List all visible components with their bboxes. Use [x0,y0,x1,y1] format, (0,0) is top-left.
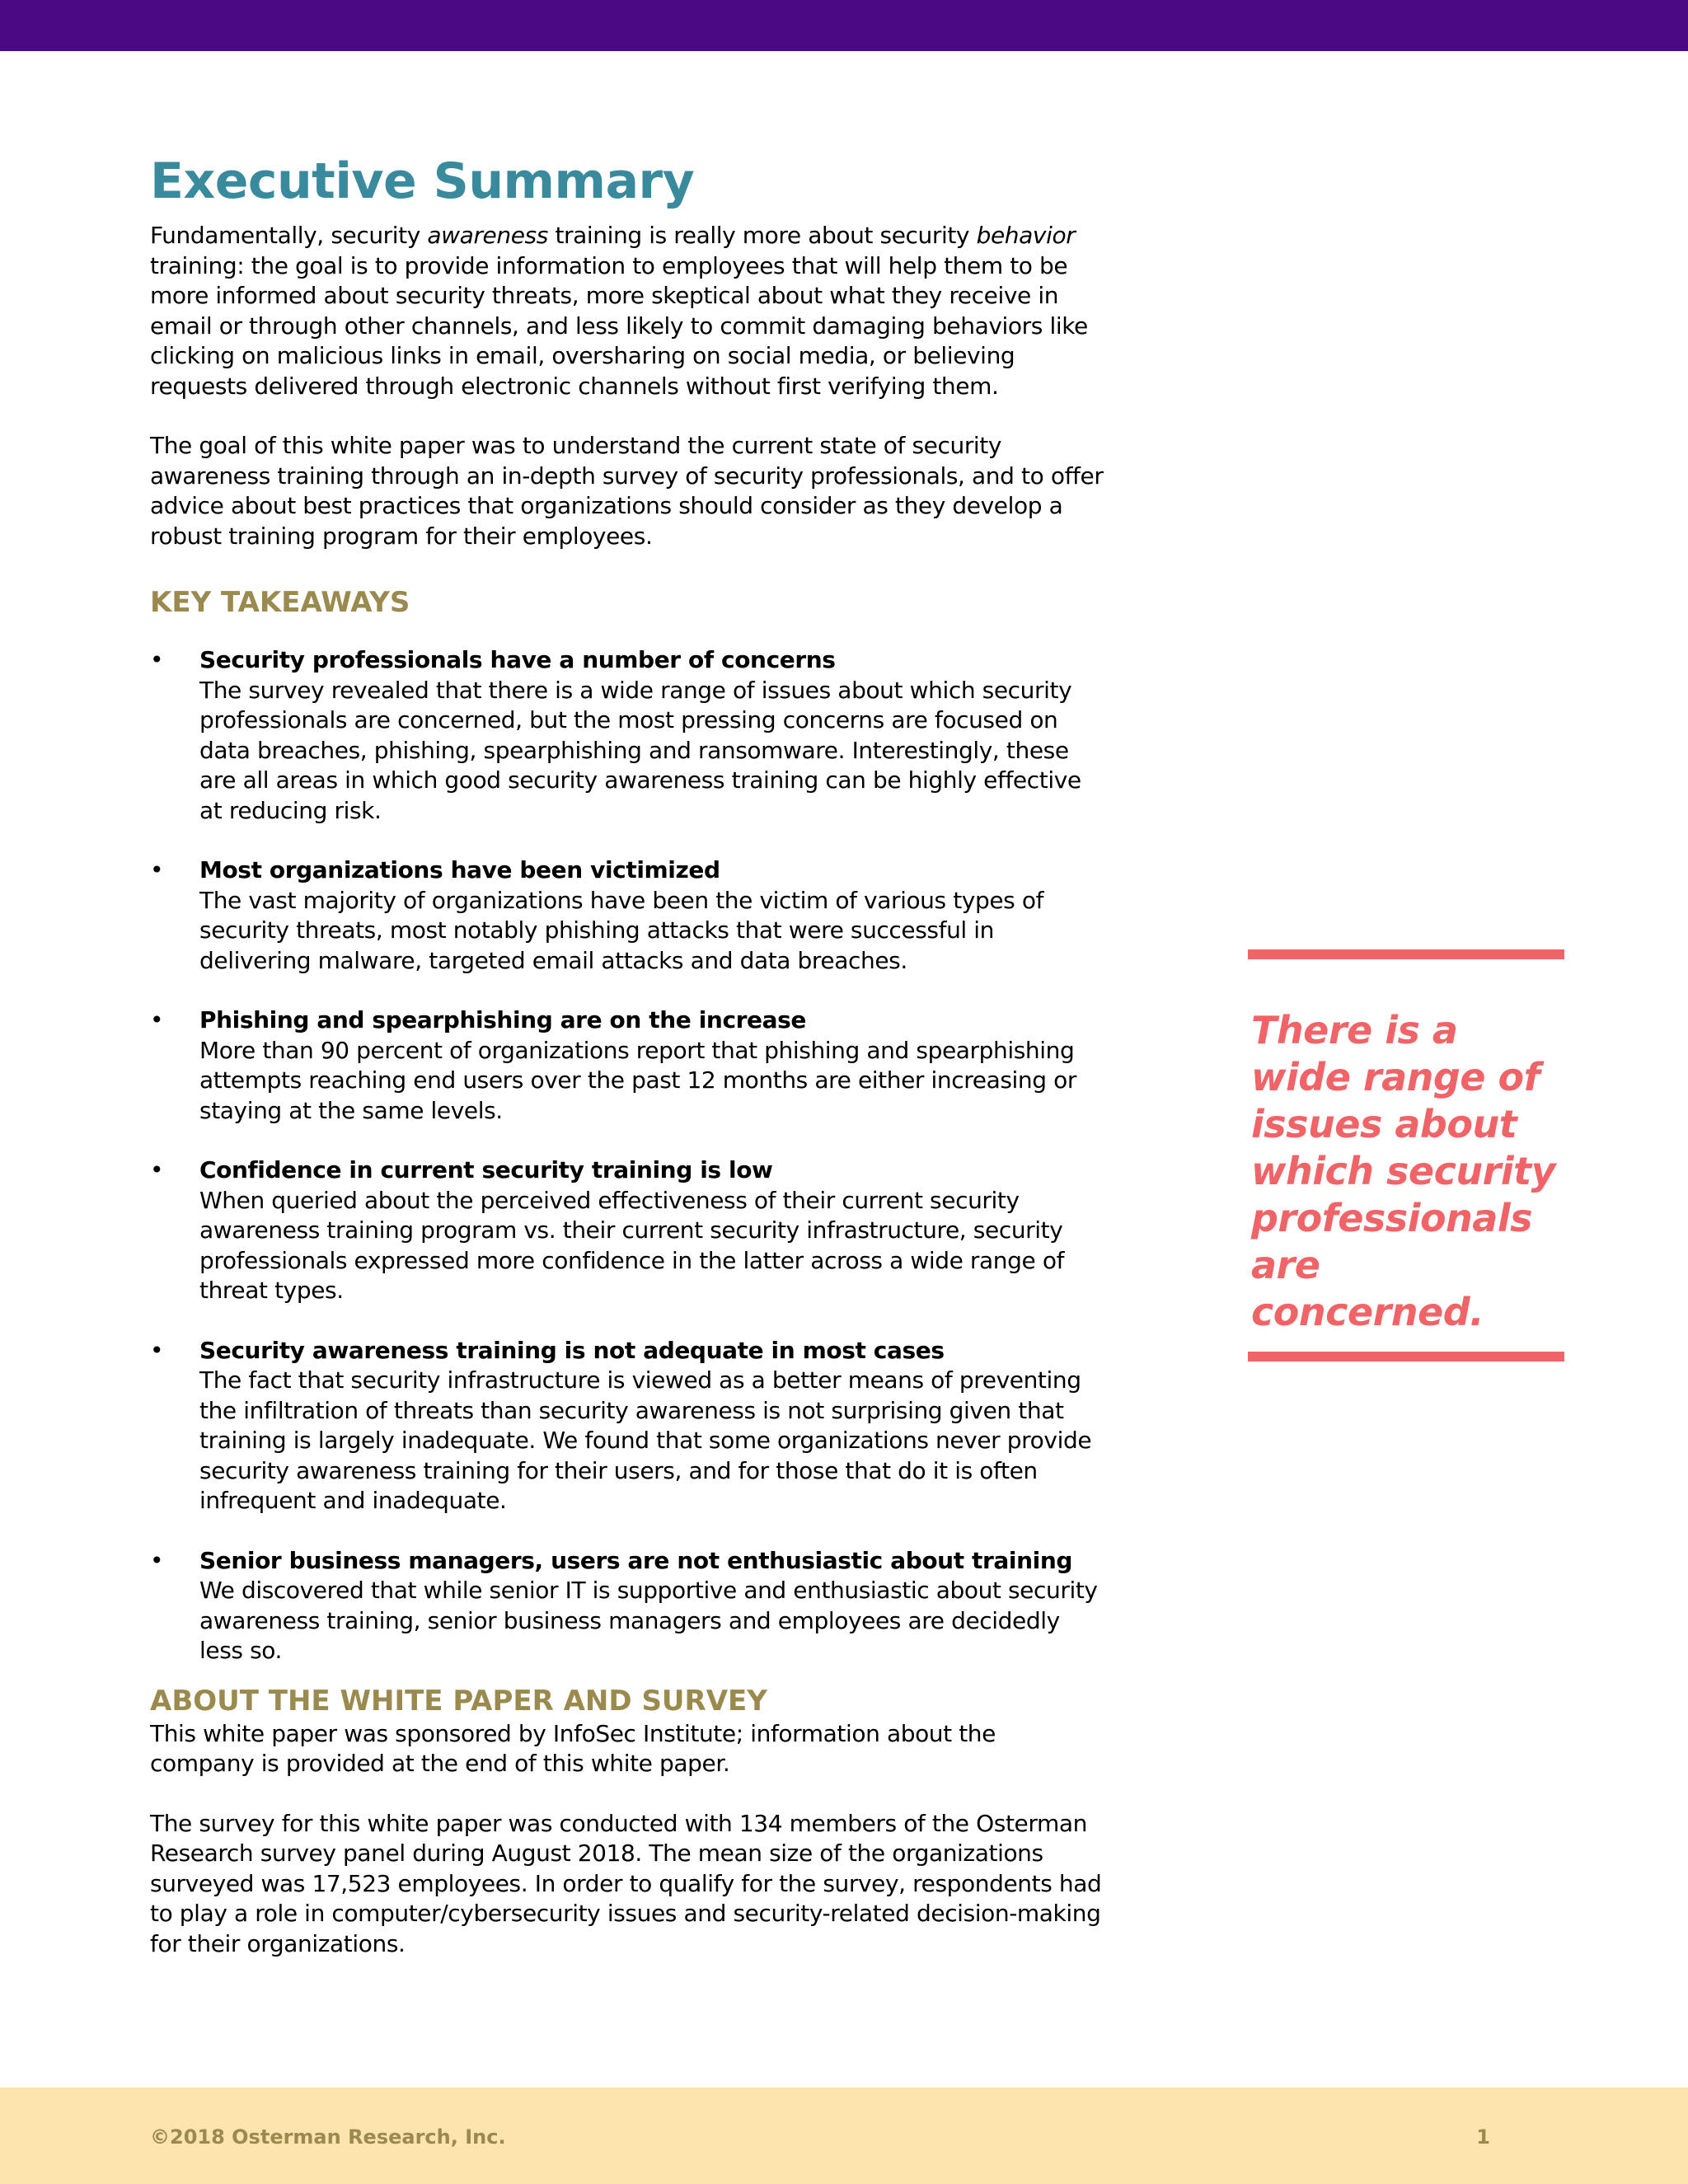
takeaway-title: Confidence in current security training is low [199,1156,773,1183]
header-bar [0,0,1688,51]
summary-text-3: training: the goal is to provide information to employees that will help them to be more informed about security threats, more skeptical about what they receive in email or through other channels, and less likely to commit damaging behaviors like clicking on malicious links in email, oversharing on social media, or believing requests delivered through electronic channels without first verifying them. [150,251,1088,400]
takeaway-title: Senior business managers, users are not enthusiastic about training [199,1546,1073,1574]
takeaway-description: When queried about the perceived effectiveness of their current security awareness training program vs. their current security infrastructure, security professionals expressed more confidence in the latter across a wide range of threat types. [199,1186,1065,1304]
list-item [150,1155,1106,1306]
summary-emphasis-awareness: awareness [427,222,548,249]
pull-quote-top-rule [1248,949,1564,959]
takeaway-title: Most organizations have been victimized [199,856,720,883]
about-paragraph-1: This white paper was sponsored by InfoSec Institute; information about the company is provided at the end of this white paper. [150,1719,996,1777]
bullet-icon: • [150,1336,164,1364]
page-title: Executive Summary [150,152,695,210]
summary-paragraph-2: The goal of this white paper was to understand the current state of security awareness training through an in-depth survey of security professionals, and to offer advice about best practices that organizations should consider as they develop a robust training program for their employees. [150,432,1104,550]
takeaway-description: The fact that security infrastructure is viewed as a better means of preventing the infiltration of threats than security awareness is not surprising given that training is largely inadequate. We found that some organizations never provide security awareness training for their users, and for those that do it is often infrequent and inadequate. [199,1366,1092,1514]
summary-paragraph-1 [150,221,1106,401]
takeaway-description: We discovered that while senior IT is supportive and enthusiastic about security awareness training, senior business managers and employees are decidedly less so. [199,1577,1098,1664]
list-item [150,1336,1106,1516]
list-item [150,645,1106,826]
takeaway-title: Security professionals have a number of concerns [199,646,836,673]
list-item [150,855,1106,976]
bullet-icon: • [150,856,164,883]
main-content [150,148,1106,1959]
key-takeaways-heading: KEY TAKEAWAYS [150,586,410,619]
takeaway-description: More than 90 percent of organizations report that phishing and spearphishing attempts reaching end users over the past 12 months are either increasing or staying at the same levels. [199,1036,1076,1124]
list-item [150,1005,1106,1126]
list-item [150,1546,1106,1666]
summary-text-2: training is really more about security [547,222,977,249]
pull-quote: There is a wide range of issues about which security professionals are concerned. [1251,1008,1556,1334]
takeaway-title: Phishing and spearphishing are on the increase [199,1006,806,1033]
bullet-icon: • [150,1006,164,1033]
bullet-icon: • [150,646,164,673]
takeaway-description: The survey revealed that there is a wide range of issues about which security professionals are concerned, but the most pressing concerns are focused on data breaches, phishing, spearphishing and ransomware. Interestingly, these are all areas in which good security awareness training can be highly effective at reducing risk. [199,676,1081,824]
about-paragraph-2: The survey for this white paper was conducted with 134 members of the Osterman Research survey panel during August 2018. The mean size of the organizations surveyed was 17,523 employees. In order to qualify for the survey, respondents had to play a role in computer/cybersecurity issues and security-related decision-making for their organizations. [150,1809,1102,1957]
bullet-icon: • [150,1546,164,1574]
takeaway-description: The vast majority of organizations have been the victim of various types of security threats, most notably phishing attacks that were successful in delivering malware, targeted email attacks and data breaches. [199,886,1044,974]
summary-text-1: Fundamentally, security [150,222,428,249]
footer-copyright: ©2018 Osterman Research, Inc. [150,2125,506,2149]
summary-emphasis-behavior: behavior [976,222,1076,249]
bullet-icon: • [150,1156,164,1183]
takeaway-title: Security awareness training is not adequate in most cases [199,1336,945,1364]
page-number: 1 [1476,2125,1490,2149]
pull-quote-bottom-rule [1248,1352,1564,1361]
takeaways-list [150,645,1106,1666]
about-heading: ABOUT THE WHITE PAPER AND SURVEY [150,1684,767,1718]
